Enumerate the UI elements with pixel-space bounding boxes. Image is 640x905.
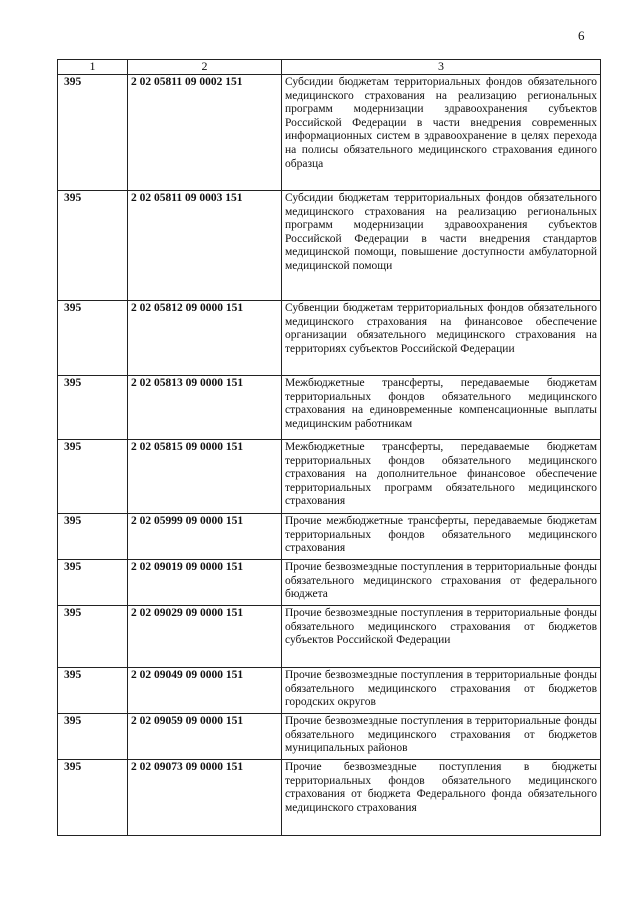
description-cell: Прочие безвозмездные поступления в территориальные фонды обязательного медицинского страхования от бюджетов муниципальных районов <box>282 714 601 760</box>
admin-code-cell: 395 <box>58 514 128 560</box>
admin-code-cell: 395 <box>58 668 128 714</box>
description-cell: Субвенции бюджетам территориальных фондов обязательного медицинского страхования на финансовое обеспечение организации обязательного медицинского страхования на территориях субъектов Российской Федерации <box>282 301 601 376</box>
budget-code-cell: 2 02 09049 09 0000 151 <box>128 668 282 714</box>
budget-code-cell: 2 02 09073 09 0000 151 <box>128 760 282 836</box>
description-cell: Прочие безвозмездные поступления в территориальные фонды обязательного медицинского страхования от бюджетов субъектов Российской Федерации <box>282 606 601 668</box>
table-row <box>58 514 601 560</box>
budget-code-cell: 2 02 05813 09 0000 151 <box>128 376 282 440</box>
description-cell: Межбюджетные трансферты, передаваемые бюджетам территориальных фондов обязательного медицинского страхования на единовременные компенсационные выплаты медицинским работникам <box>282 376 601 440</box>
admin-code-cell: 395 <box>58 560 128 606</box>
header-row <box>58 60 601 75</box>
description-cell: Прочие безвозмездные поступления в территориальные фонды обязательного медицинского страхования от федерального бюджета <box>282 560 601 606</box>
table-row <box>58 376 601 440</box>
budget-code-cell: 2 02 05811 09 0002 151 <box>128 75 282 191</box>
budget-code-cell: 2 02 05815 09 0000 151 <box>128 440 282 514</box>
table-row <box>58 191 601 301</box>
budget-code-cell: 2 02 05812 09 0000 151 <box>128 301 282 376</box>
column-header-2: 2 <box>128 60 282 75</box>
table-row <box>58 714 601 760</box>
admin-code-cell: 395 <box>58 191 128 301</box>
admin-code-cell: 395 <box>58 440 128 514</box>
description-cell: Субсидии бюджетам территориальных фондов обязательного медицинского страхования на реализацию региональных программ модернизации здравоохранения субъектов Российской Федерации в части внедрения стандартов медицинской помощи, повышение доступности амбулаторной медицинской помощи <box>282 191 601 301</box>
description-cell: Прочие безвозмездные поступления в бюджеты территориальных фондов обязательного медицинского страхования от бюджета Федерального фонда обязательного медицинского страхования <box>282 760 601 836</box>
table-row <box>58 440 601 514</box>
description-cell: Субсидии бюджетам территориальных фондов обязательного медицинского страхования на реализацию региональных программ модернизации здравоохранения субъектов Российской Федерации в части внедрения современных информационных систем в здравоохранение в целях перехода на полисы обязательного медицинского страхования единого образца <box>282 75 601 191</box>
admin-code-cell: 395 <box>58 760 128 836</box>
admin-code-cell: 395 <box>58 606 128 668</box>
admin-code-cell: 395 <box>58 75 128 191</box>
description-cell: Прочие межбюджетные трансферты, передаваемые бюджетам территориальных фондов обязательного медицинского страхования <box>282 514 601 560</box>
description-cell: Прочие безвозмездные поступления в территориальные фонды обязательного медицинского страхования от бюджетов городских округов <box>282 668 601 714</box>
table-row <box>58 606 601 668</box>
admin-code-cell: 395 <box>58 301 128 376</box>
table-row <box>58 760 601 836</box>
table-row <box>58 75 601 191</box>
budget-code-cell: 2 02 09019 09 0000 151 <box>128 560 282 606</box>
admin-code-cell: 395 <box>58 714 128 760</box>
budget-classification-table <box>57 59 601 836</box>
budget-code-cell: 2 02 05999 09 0000 151 <box>128 514 282 560</box>
budget-code-cell: 2 02 09029 09 0000 151 <box>128 606 282 668</box>
table-row <box>58 301 601 376</box>
admin-code-cell: 395 <box>58 376 128 440</box>
column-header-1: 1 <box>58 60 128 75</box>
budget-code-cell: 2 02 09059 09 0000 151 <box>128 714 282 760</box>
table-row <box>58 560 601 606</box>
table-row <box>58 668 601 714</box>
column-header-3: 3 <box>282 60 601 75</box>
page-number: 6 <box>578 28 585 43</box>
description-cell: Межбюджетные трансферты, передаваемые бюджетам территориальных фондов обязательного медицинского страхования на дополнительное финансовое обеспечение территориальных программ обязательного медицинского страхования <box>282 440 601 514</box>
budget-code-cell: 2 02 05811 09 0003 151 <box>128 191 282 301</box>
